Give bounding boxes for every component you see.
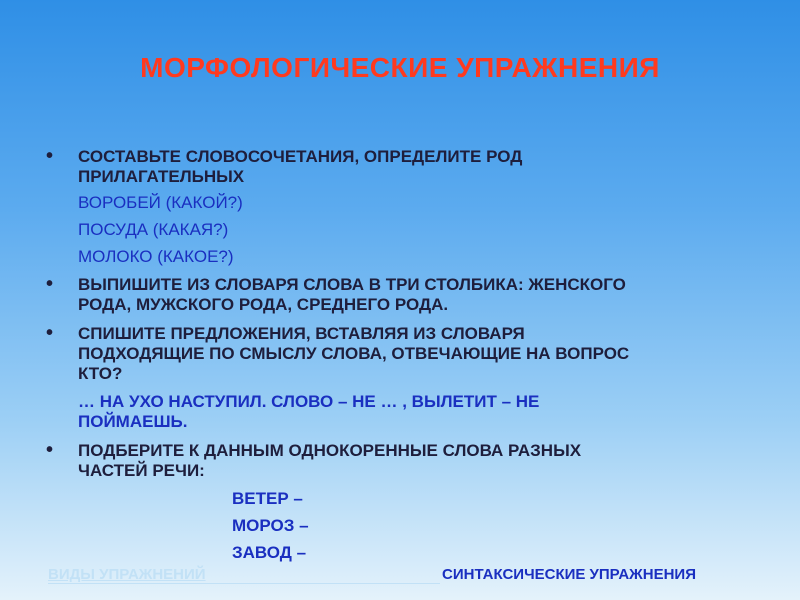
slide-title: МОРФОЛОГИЧЕСКИЕ УПРАЖНЕНИЯ xyxy=(140,52,660,83)
example-dishes: ПОСУДА (КАКАЯ?) xyxy=(78,220,229,239)
bullet-marker: • xyxy=(46,145,54,167)
exercise-types-link[interactable]: ВИДЫ УПРАЖНЕНИЙ xyxy=(48,566,206,583)
bullet-marker: • xyxy=(46,439,54,461)
example-milk: МОЛОКО (КАКОЕ?) xyxy=(78,247,234,266)
bullet-3-line-2: ПОДХОДЯЩИЕ ПО СМЫСЛУ СЛОВА, ОТВЕЧАЮЩИЕ НА ВОПРОС xyxy=(78,344,630,363)
footer-divider xyxy=(48,583,440,584)
word-factory: ЗАВОД – xyxy=(232,543,307,562)
word-frost: МОРОЗ – xyxy=(232,516,309,535)
bullet-4-line-1: ПОДБЕРИТЕ К ДАННЫМ ОДНОКОРЕННЫЕ СЛОВА РАЗНЫХ xyxy=(78,441,582,460)
bullet-2-line-1: ВЫПИШИТЕ ИЗ СЛОВАРЯ СЛОВА В ТРИ СТОЛБИКА: ЖЕНСКОГО xyxy=(78,275,626,294)
example-sparrow: ВОРОБЕЙ (КАКОЙ?) xyxy=(78,193,243,212)
proverb-line-2: ПОЙМАЕШЬ. xyxy=(78,412,188,431)
bullet-4-line-2: ЧАСТЕЙ РЕЧИ: xyxy=(78,461,205,480)
bullet-3-line-3: КТО? xyxy=(78,364,123,383)
bullet-marker: • xyxy=(46,273,54,295)
bullet-1-line-2: ПРИЛАГАТЕЛЬНЫХ xyxy=(78,167,245,186)
bullet-3-line-1: СПИШИТЕ ПРЕДЛОЖЕНИЯ, ВСТАВЛЯЯ ИЗ СЛОВАРЯ xyxy=(78,324,525,343)
proverb-line-1: … НА УХО НАСТУПИЛ. СЛОВО – НЕ … , ВЫЛЕТИТ – НЕ xyxy=(78,392,540,411)
bullet-2-line-2: РОДА, МУЖСКОГО РОДА, СРЕДНЕГО РОДА. xyxy=(78,295,449,314)
bullet-marker: • xyxy=(46,322,54,344)
syntax-exercises-link[interactable]: СИНТАКСИЧЕСКИЕ УПРАЖНЕНИЯ xyxy=(442,566,696,583)
bullet-1-line-1: СОСТАВЬТЕ СЛОВОСОЧЕТАНИЯ, ОПРЕДЕЛИТЕ РОД xyxy=(78,147,523,166)
word-wind: ВЕТЕР – xyxy=(232,489,303,508)
